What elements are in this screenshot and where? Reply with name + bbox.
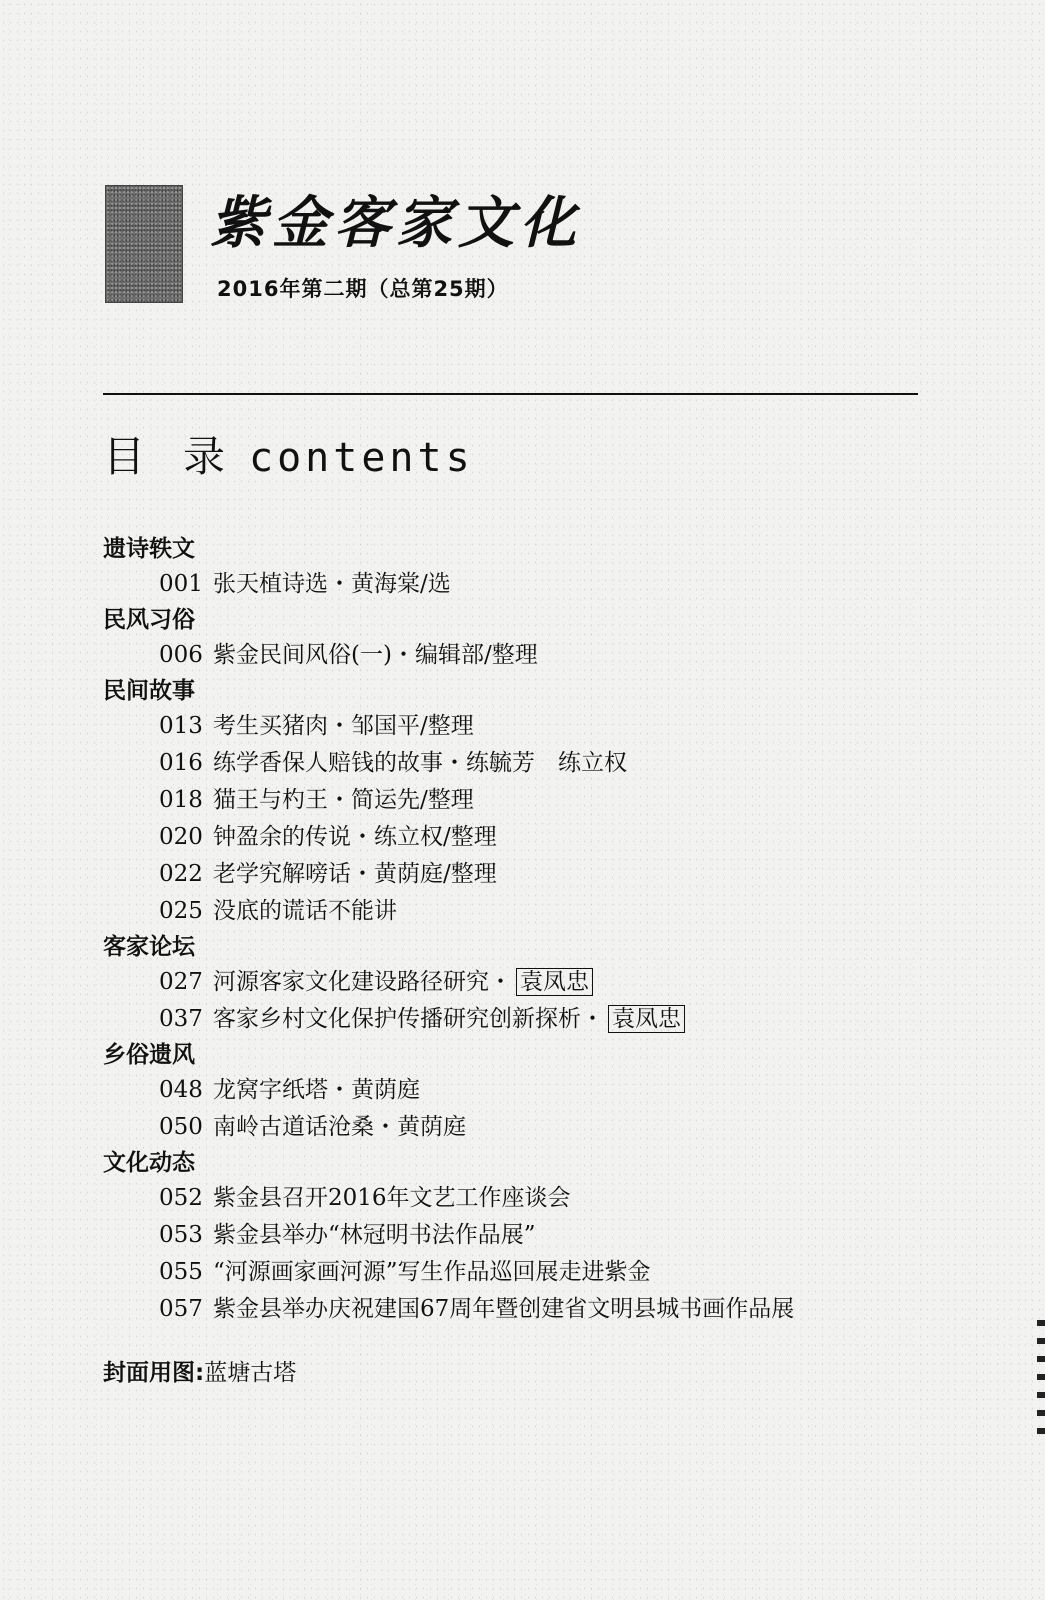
toc-entry-title: 没底的谎话不能讲 <box>213 898 397 924</box>
toc-heading <box>103 432 474 491</box>
toc-entry[interactable] <box>103 819 1003 856</box>
issue-number: 2016年第二期（总第25期） <box>217 277 509 301</box>
toc-entry-page: 016 <box>159 750 203 776</box>
toc-entry[interactable] <box>103 745 1003 782</box>
toc-entry[interactable] <box>103 637 1003 674</box>
toc-section-title: 民风习俗 <box>103 607 195 633</box>
toc-entry-title: 南岭古道话沧桑・黄荫庭 <box>213 1114 466 1140</box>
toc-entry-title: 龙窝字纸塔・黄荫庭 <box>213 1077 420 1103</box>
toc-entry[interactable] <box>103 856 1003 893</box>
toc-entry[interactable] <box>103 964 1003 1001</box>
toc-entry[interactable] <box>103 708 1003 745</box>
toc-entry-author-boxed: 袁凤忠 <box>608 1005 685 1033</box>
toc-entry-title: “河源画家画河源”写生作品巡回展走进紫金 <box>213 1259 651 1285</box>
toc-section-title: 民间故事 <box>103 678 195 704</box>
toc-entry[interactable] <box>103 782 1003 819</box>
toc-entry-page: 050 <box>159 1114 203 1140</box>
cover-credit-value: 蓝塘古塔 <box>204 1360 297 1386</box>
toc-entry-page: 057 <box>159 1296 203 1322</box>
toc-entry[interactable] <box>103 1217 1003 1254</box>
toc-entry[interactable] <box>103 1109 1003 1146</box>
toc-entry-page: 027 <box>159 969 203 995</box>
toc-entry-title: 练学香保人赔钱的故事・练毓芳 练立权 <box>213 750 627 776</box>
toc-entry[interactable] <box>103 1001 1003 1038</box>
toc-entry-title: 紫金县举办庆祝建国67周年暨创建省文明县城书画作品展 <box>213 1296 795 1322</box>
toc-entry-title: 考生买猪肉・邹国平/整理 <box>213 713 474 739</box>
divider-rule <box>103 393 918 395</box>
toc-entry-page: 020 <box>159 824 203 850</box>
table-of-contents <box>103 532 1003 1328</box>
binding-edge-marks <box>1037 1320 1045 1440</box>
toc-entry-page: 053 <box>159 1222 203 1248</box>
toc-entry[interactable] <box>103 1254 1003 1291</box>
toc-entry-page: 006 <box>159 642 203 668</box>
magazine-title: 紫金客家文化 <box>210 190 582 256</box>
toc-entry-title: 紫金县召开2016年文艺工作座谈会 <box>213 1185 571 1211</box>
toc-entry-title: 猫王与杓王・简运先/整理 <box>213 787 474 813</box>
toc-entry[interactable] <box>103 1291 1003 1328</box>
toc-entry-page: 022 <box>159 861 203 887</box>
toc-entry-title: 钟盈余的传说・练立权/整理 <box>213 824 497 850</box>
toc-section-title: 文化动态 <box>103 1150 195 1176</box>
toc-entry-title: 河源客家文化建设路径研究・ <box>213 969 512 995</box>
toc-entry-title: 老学究解嗙话・黄荫庭/整理 <box>213 861 497 887</box>
toc-entry-page: 052 <box>159 1185 203 1211</box>
toc-entry-page: 018 <box>159 787 203 813</box>
toc-entry[interactable] <box>103 1072 1003 1109</box>
toc-entry-title: 张天植诗选・黄海棠/选 <box>213 571 451 597</box>
toc-entry[interactable] <box>103 566 1003 603</box>
toc-heading-zh: 目录 <box>103 432 264 481</box>
toc-entry-title: 紫金民间风俗(一)・编辑部/整理 <box>213 642 538 668</box>
toc-entry-author-boxed: 袁凤忠 <box>516 968 593 996</box>
toc-entry-page: 037 <box>159 1006 203 1032</box>
toc-entry[interactable] <box>103 893 1003 930</box>
toc-entry-title: 紫金县举办“林冠明书法作品展” <box>213 1222 536 1248</box>
toc-entry[interactable] <box>103 1180 1003 1217</box>
toc-entry-title: 客家乡村文化保护传播研究创新探析・ <box>213 1006 604 1032</box>
cover-credit <box>103 1356 296 1390</box>
toc-entry-page: 055 <box>159 1259 203 1285</box>
toc-entry-page: 025 <box>159 898 203 924</box>
toc-heading-en: contents <box>249 435 474 481</box>
toc-section-title: 遗诗轶文 <box>103 536 195 562</box>
cover-credit-label: 封面用图: <box>103 1360 205 1386</box>
toc-section-title: 客家论坛 <box>103 934 195 960</box>
magazine-logo-block <box>105 185 183 303</box>
toc-entry-page: 001 <box>159 571 203 597</box>
toc-entry-page: 048 <box>159 1077 203 1103</box>
toc-section-title: 乡俗遗风 <box>103 1042 195 1068</box>
toc-entry-page: 013 <box>159 713 203 739</box>
